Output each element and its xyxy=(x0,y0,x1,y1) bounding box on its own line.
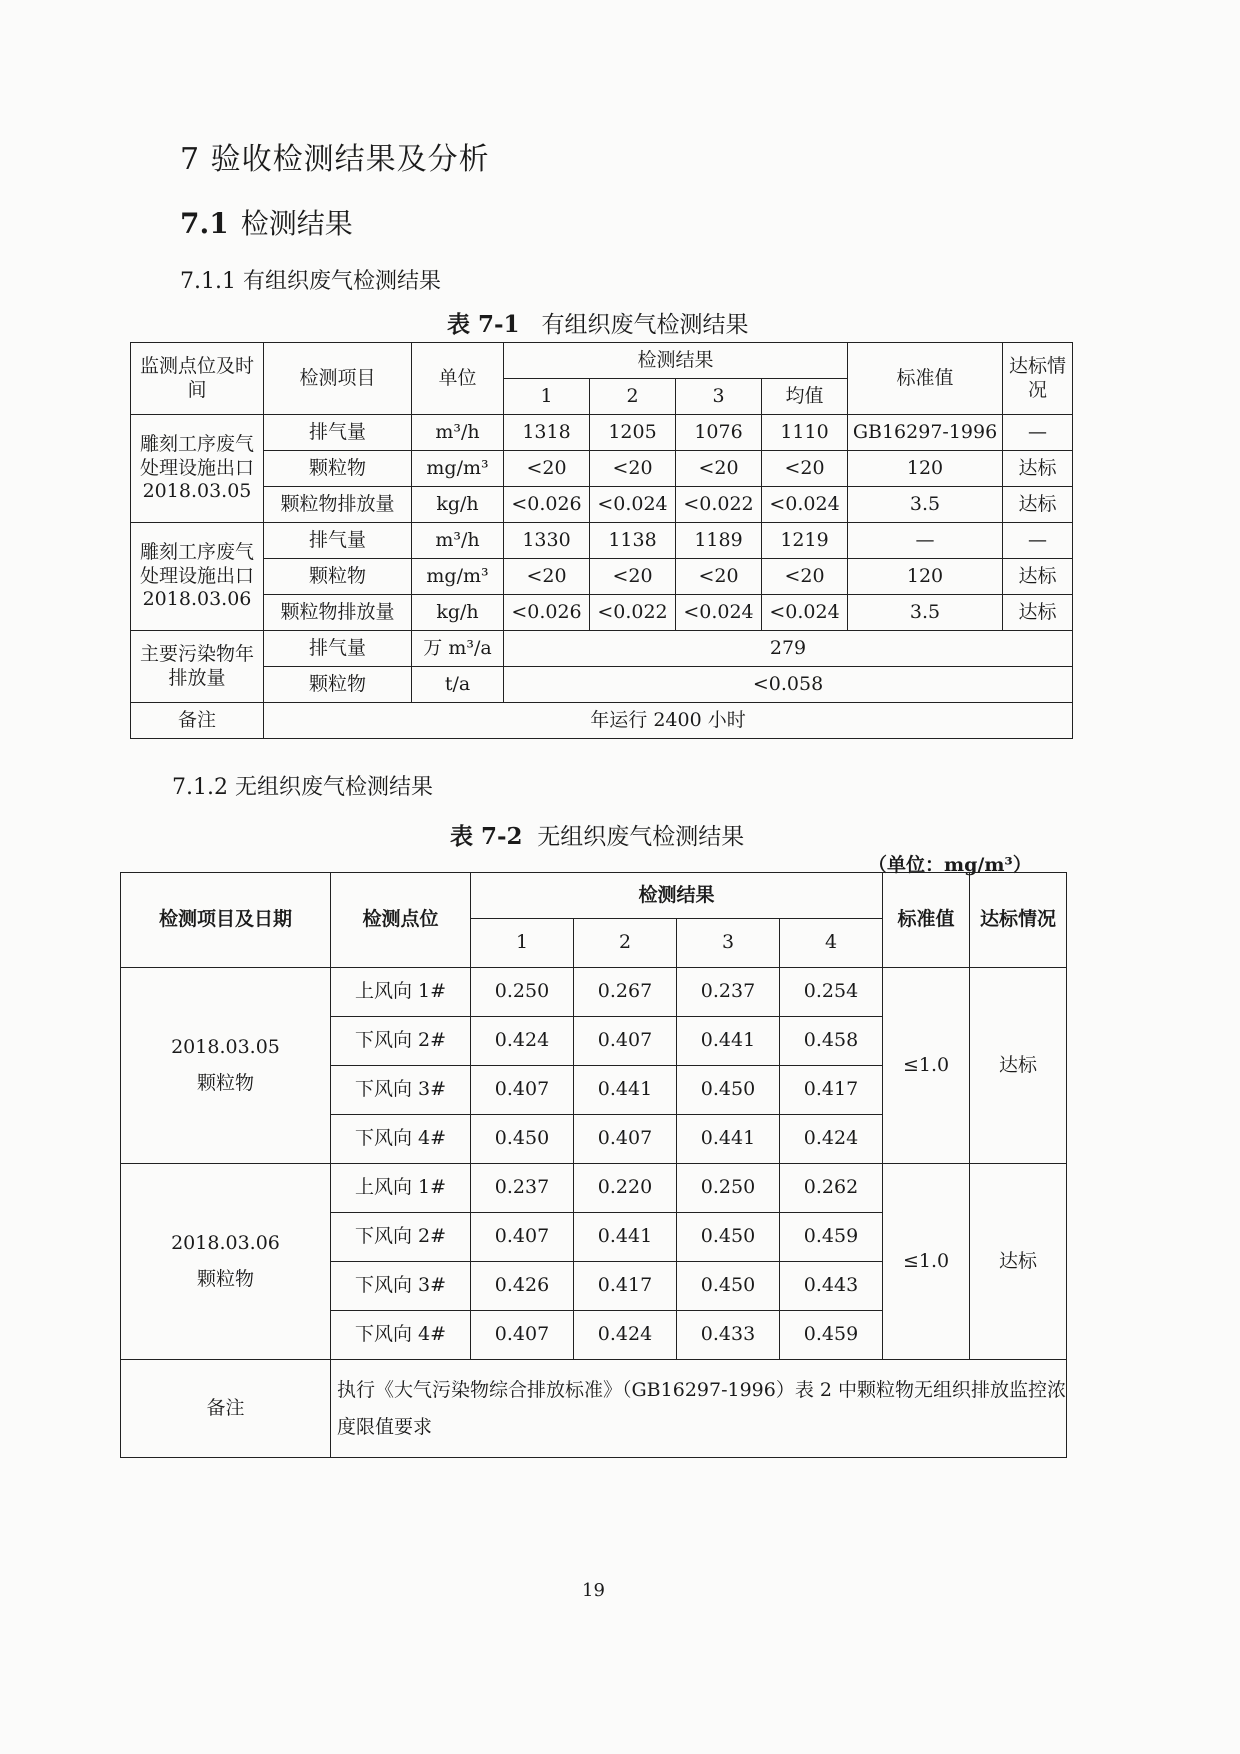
header-standard: 标准值 xyxy=(848,343,1003,415)
cell-unit: kg/h xyxy=(412,487,504,523)
cell-value: 1189 xyxy=(676,523,762,559)
cell-value: 0.441 xyxy=(574,1213,677,1262)
cell-value: 0.459 xyxy=(780,1213,883,1262)
cell-item: 排气量 xyxy=(264,523,412,559)
cell-value: <0.024 xyxy=(676,595,762,631)
cell-value: <20 xyxy=(676,559,762,595)
cell-standard: 120 xyxy=(848,451,1003,487)
annual-value: <0.058 xyxy=(504,667,1073,703)
table-row xyxy=(121,1360,1067,1458)
cell-unit: mg/m³ xyxy=(412,559,504,595)
cell-unit: m³/h xyxy=(412,415,504,451)
table-fugitive-exhaust xyxy=(120,872,1067,1458)
cell-avg: <0.024 xyxy=(762,595,848,631)
header-col-avg: 均值 xyxy=(762,379,848,415)
cell-value: 0.220 xyxy=(574,1164,677,1213)
cell-point: 上风向 1# xyxy=(331,1164,471,1213)
cell-item: 颗粒物 xyxy=(264,667,412,703)
annual-value: 279 xyxy=(504,631,1073,667)
cell-value: 0.262 xyxy=(780,1164,883,1213)
cell-value: 0.441 xyxy=(574,1066,677,1115)
cell-point: 下风向 3# xyxy=(331,1262,471,1311)
cell-unit: t/a xyxy=(412,667,504,703)
table1-caption xyxy=(447,306,749,339)
cell-point: 下风向 2# xyxy=(331,1017,471,1066)
page-number: 19 xyxy=(582,1580,605,1601)
cell-point: 下风向 4# xyxy=(331,1115,471,1164)
group-label xyxy=(121,968,331,1164)
section-title: 检测结果 xyxy=(240,207,353,240)
table-row xyxy=(131,415,1073,451)
table-row xyxy=(131,631,1073,667)
cell-standard: 3.5 xyxy=(848,487,1003,523)
cell-value: <0.024 xyxy=(590,487,676,523)
header-status: 达标情况 xyxy=(970,873,1067,968)
group-item: 颗粒物 xyxy=(196,1071,254,1094)
header-col-2: 2 xyxy=(574,919,677,968)
header-point: 监测点位及时间 xyxy=(131,343,264,415)
cell-value: 0.450 xyxy=(471,1115,574,1164)
header-results: 检测结果 xyxy=(471,873,883,919)
header-col-4: 4 xyxy=(780,919,883,968)
header-results: 检测结果 xyxy=(504,343,848,379)
group-label xyxy=(121,1164,331,1360)
table2-caption-text: 无组织废气检测结果 xyxy=(537,824,745,850)
cell-avg: 1219 xyxy=(762,523,848,559)
header-item: 检测项目 xyxy=(264,343,412,415)
table-row xyxy=(131,667,1073,703)
section-heading xyxy=(180,202,353,242)
cell-value: 0.407 xyxy=(574,1115,677,1164)
cell-item: 颗粒物排放量 xyxy=(264,595,412,631)
cell-value: 0.441 xyxy=(677,1017,780,1066)
group-point-label: 雕刻工序废气处理设施出口2018.03.06 xyxy=(131,523,264,631)
cell-item: 颗粒物排放量 xyxy=(264,487,412,523)
cell-value: 0.426 xyxy=(471,1262,574,1311)
table-row xyxy=(131,451,1073,487)
cell-unit: mg/m³ xyxy=(412,451,504,487)
table-row xyxy=(131,559,1073,595)
cell-unit: kg/h xyxy=(412,595,504,631)
remark-label: 备注 xyxy=(131,703,264,739)
cell-value: 0.250 xyxy=(677,1164,780,1213)
cell-standard: 120 xyxy=(848,559,1003,595)
table1-caption-label: 表 7-1 xyxy=(447,311,520,338)
cell-status: 达标 xyxy=(970,968,1067,1164)
table-row xyxy=(131,523,1073,559)
cell-value: 0.250 xyxy=(471,968,574,1017)
remark-text: 年运行 2400 小时 xyxy=(264,703,1073,739)
cell-status: 达标 xyxy=(1003,487,1073,523)
chapter-heading: 7 验收检测结果及分析 xyxy=(180,142,490,177)
cell-value: 1076 xyxy=(676,415,762,451)
cell-value: 0.424 xyxy=(574,1311,677,1360)
cell-value: 0.407 xyxy=(471,1213,574,1262)
cell-value: 0.433 xyxy=(677,1311,780,1360)
table2-caption-label: 表 7-2 xyxy=(450,823,523,850)
cell-status: 达标 xyxy=(1003,595,1073,631)
cell-status: — xyxy=(1003,415,1073,451)
table-row xyxy=(131,487,1073,523)
cell-unit: 万 m³/a xyxy=(412,631,504,667)
cell-value: 0.443 xyxy=(780,1262,883,1311)
cell-unit: m³/h xyxy=(412,523,504,559)
cell-item: 排气量 xyxy=(264,415,412,451)
cell-value: <0.022 xyxy=(676,487,762,523)
header-unit: 单位 xyxy=(412,343,504,415)
header-col-1: 1 xyxy=(504,379,590,415)
table2-caption xyxy=(450,818,744,851)
cell-standard: ≤1.0 xyxy=(883,968,970,1164)
subsection-heading-1: 7.1.1 有组织废气检测结果 xyxy=(180,269,441,294)
cell-standard: — xyxy=(848,523,1003,559)
cell-status: 达标 xyxy=(1003,559,1073,595)
group-date: 2018.03.05 xyxy=(171,1035,280,1058)
cell-value: 0.458 xyxy=(780,1017,883,1066)
cell-item: 颗粒物 xyxy=(264,559,412,595)
cell-avg: <20 xyxy=(762,451,848,487)
group-date: 2018.03.06 xyxy=(171,1231,280,1254)
header-col-2: 2 xyxy=(590,379,676,415)
cell-value: 0.424 xyxy=(471,1017,574,1066)
table-organized-exhaust xyxy=(130,342,1073,739)
table-row xyxy=(121,1164,1067,1213)
remark-label: 备注 xyxy=(121,1360,331,1458)
cell-value: 0.417 xyxy=(574,1262,677,1311)
cell-standard: GB16297-1996 xyxy=(848,415,1003,451)
cell-value: 0.450 xyxy=(677,1262,780,1311)
cell-value: <20 xyxy=(590,559,676,595)
subsection-heading-2: 7.1.2 无组织废气检测结果 xyxy=(172,775,433,800)
cell-item: 排气量 xyxy=(264,631,412,667)
header-point: 检测点位 xyxy=(331,873,471,968)
cell-value: 0.254 xyxy=(780,968,883,1017)
cell-value: <20 xyxy=(590,451,676,487)
cell-value: 0.450 xyxy=(677,1213,780,1262)
cell-value: 0.407 xyxy=(574,1017,677,1066)
cell-standard: ≤1.0 xyxy=(883,1164,970,1360)
cell-value: 1318 xyxy=(504,415,590,451)
table-row xyxy=(131,703,1073,739)
group-point-label: 雕刻工序废气处理设施出口2018.03.05 xyxy=(131,415,264,523)
cell-point: 下风向 3# xyxy=(331,1066,471,1115)
header-col-1: 1 xyxy=(471,919,574,968)
cell-value: <20 xyxy=(676,451,762,487)
table2-unit-note: （单位：mg/m³） xyxy=(868,854,1032,876)
remark-text: 执行《大气污染物综合排放标准》（GB16297-1996）表 2 中颗粒物无组织排放监控浓度限值要求 xyxy=(331,1360,1067,1458)
cell-avg: 1110 xyxy=(762,415,848,451)
cell-value: 1205 xyxy=(590,415,676,451)
cell-avg: <0.024 xyxy=(762,487,848,523)
cell-value: 0.237 xyxy=(677,968,780,1017)
cell-value: 0.407 xyxy=(471,1311,574,1360)
cell-value: 0.407 xyxy=(471,1066,574,1115)
cell-point: 上风向 1# xyxy=(331,968,471,1017)
cell-point: 下风向 4# xyxy=(331,1311,471,1360)
cell-status: 达标 xyxy=(1003,451,1073,487)
table-row xyxy=(131,595,1073,631)
cell-value: 1138 xyxy=(590,523,676,559)
annual-label: 主要污染物年排放量 xyxy=(131,631,264,703)
header-status: 达标情况 xyxy=(1003,343,1073,415)
group-item: 颗粒物 xyxy=(196,1267,254,1290)
header-item-date: 检测项目及日期 xyxy=(121,873,331,968)
cell-standard: 3.5 xyxy=(848,595,1003,631)
section-number: 7.1 xyxy=(180,207,229,240)
header-col-3: 3 xyxy=(676,379,762,415)
cell-status: 达标 xyxy=(970,1164,1067,1360)
header-col-3: 3 xyxy=(677,919,780,968)
cell-value: <20 xyxy=(504,559,590,595)
cell-value: <0.022 xyxy=(590,595,676,631)
cell-value: 0.424 xyxy=(780,1115,883,1164)
cell-status: — xyxy=(1003,523,1073,559)
table-row xyxy=(121,968,1067,1017)
table1-caption-text: 有组织废气检测结果 xyxy=(541,312,749,338)
cell-avg: <20 xyxy=(762,559,848,595)
cell-value: <0.026 xyxy=(504,595,590,631)
cell-value: <0.026 xyxy=(504,487,590,523)
cell-value: 0.267 xyxy=(574,968,677,1017)
header-standard: 标准值 xyxy=(883,873,970,968)
cell-value: 0.237 xyxy=(471,1164,574,1213)
cell-value: 0.459 xyxy=(780,1311,883,1360)
cell-value: 0.417 xyxy=(780,1066,883,1115)
cell-value: 0.450 xyxy=(677,1066,780,1115)
cell-value: <20 xyxy=(504,451,590,487)
cell-value: 0.441 xyxy=(677,1115,780,1164)
cell-point: 下风向 2# xyxy=(331,1213,471,1262)
cell-item: 颗粒物 xyxy=(264,451,412,487)
cell-value: 1330 xyxy=(504,523,590,559)
